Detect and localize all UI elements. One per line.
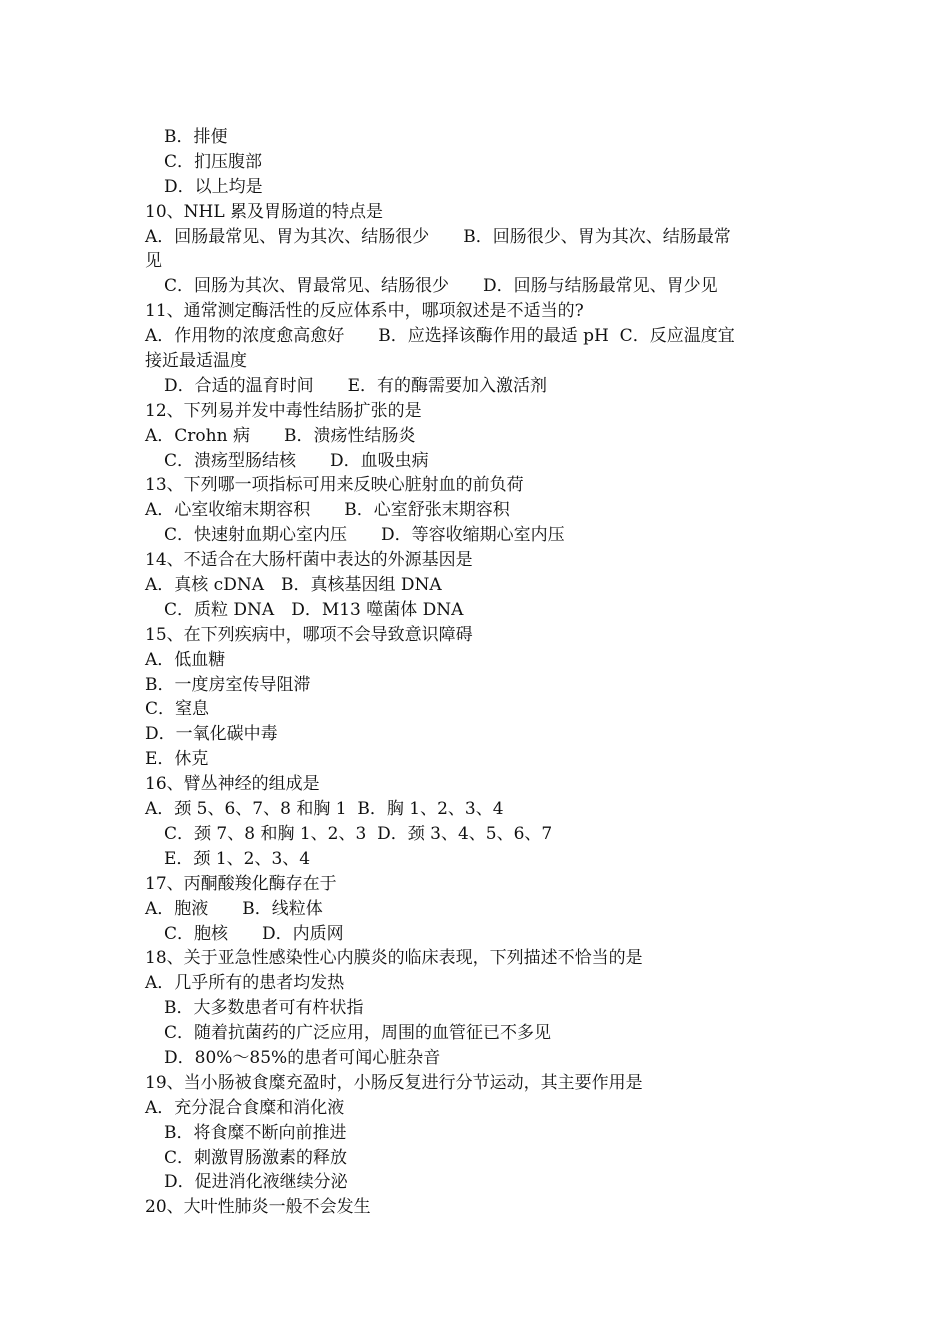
text-line: 18、关于亚急性感染性心内膜炎的临床表现，下列描述不恰当的是 [145,948,643,969]
text-line: A．低血糖 [145,649,226,670]
text-line: B．一度房室传导阻滞 [145,674,311,695]
text-line: C．随着抗菌药的广泛应用，周围的血管征已不多见 [164,1023,552,1044]
text-line: C．窒息 [145,699,210,720]
text-line: 17、丙酮酸羧化酶存在于 [145,873,337,894]
text-line: A．作用物的浓度愈高愈好 B．应选择该酶作用的最适 pH C．反应温度宜 [145,326,735,347]
text-line: A．心室收缩末期容积 B．心室舒张末期容积 [145,500,510,521]
text-line: D．以上均是 [164,176,263,197]
text-line: B．排便 [164,127,228,147]
text-line: D．合适的温育时间 E．有的酶需要加入激活剂 [164,375,548,396]
text-line: C．质粒 DNA D．M13 噬菌体 DNA [164,599,464,620]
text-line: 19、当小肠被食糜充盈时，小肠反复进行分节运动，其主要作用是 [145,1072,643,1093]
text-line: 16、臂丛神经的组成是 [145,774,320,795]
text-line: E．颈 1、2、3、4 [164,848,311,869]
text-line: 13、下列哪一项指标可用来反映心脏射血的前负荷 [145,475,524,496]
text-line: 12、下列易并发中毒性结肠扩张的是 [145,400,422,421]
text-line: 20、大叶性肺炎一般不会发生 [145,1197,371,1218]
text-line: 10、NHL 累及胃肠道的特点是 [145,201,384,222]
text-line: 14、不适合在大肠杆菌中表达的外源基因是 [145,550,473,571]
text-line: C．扪压腹部 [164,151,263,172]
text-line: D．80%～85%的患者可闻心脏杂音 [164,1047,441,1068]
text-line: C．胞核 D．内质网 [164,923,344,944]
document-body [145,125,815,1220]
text-line: A．真核 cDNA B．真核基因组 DNA [145,575,442,596]
text-line: B．大多数患者可有杵状指 [164,998,364,1019]
text-line: D．促进消化液继续分泌 [164,1172,348,1193]
text-line: A．回肠最常见、胃为其次、结肠很少 B．回肠很少、胃为其次、结肠最常 [145,226,731,247]
text-line: E．休克 [145,749,209,770]
text-line: 15、在下列疾病中，哪项不会导致意识障碍 [145,624,473,645]
text-line: A．充分混合食糜和消化液 [145,1097,345,1118]
text-line: A．Crohn 病 B．溃疡性结肠炎 [145,425,416,446]
text-line: C．溃疡型肠结核 D．血吸虫病 [164,450,429,471]
text-line: C．颈 7、8 和胸 1、2、3 D．颈 3、4、5、6、7 [164,823,553,844]
text-line: 接近最适温度 [145,351,247,372]
text-line: 见 [145,251,162,272]
text-line: C．刺激胃肠激素的释放 [164,1147,348,1168]
text-line: A．颈 5、6、7、8 和胸 1 B．胸 1、2、3、4 [145,799,504,820]
text-line: B．将食糜不断向前推进 [164,1122,347,1143]
text-line: A．几乎所有的患者均发热 [145,973,345,994]
text-line: 11、通常测定酶活性的反应体系中，哪项叙述是不适当的? [145,301,584,322]
text-line: A．胞液 B．线粒体 [145,898,323,919]
text-line: D．一氧化碳中毒 [145,724,278,745]
text-line: C．回肠为其次、胃最常见、结肠很少 D．回肠与结肠最常见、胃少见 [164,276,718,297]
text-line: C．快速射血期心室内压 D．等容收缩期心室内压 [164,525,565,546]
